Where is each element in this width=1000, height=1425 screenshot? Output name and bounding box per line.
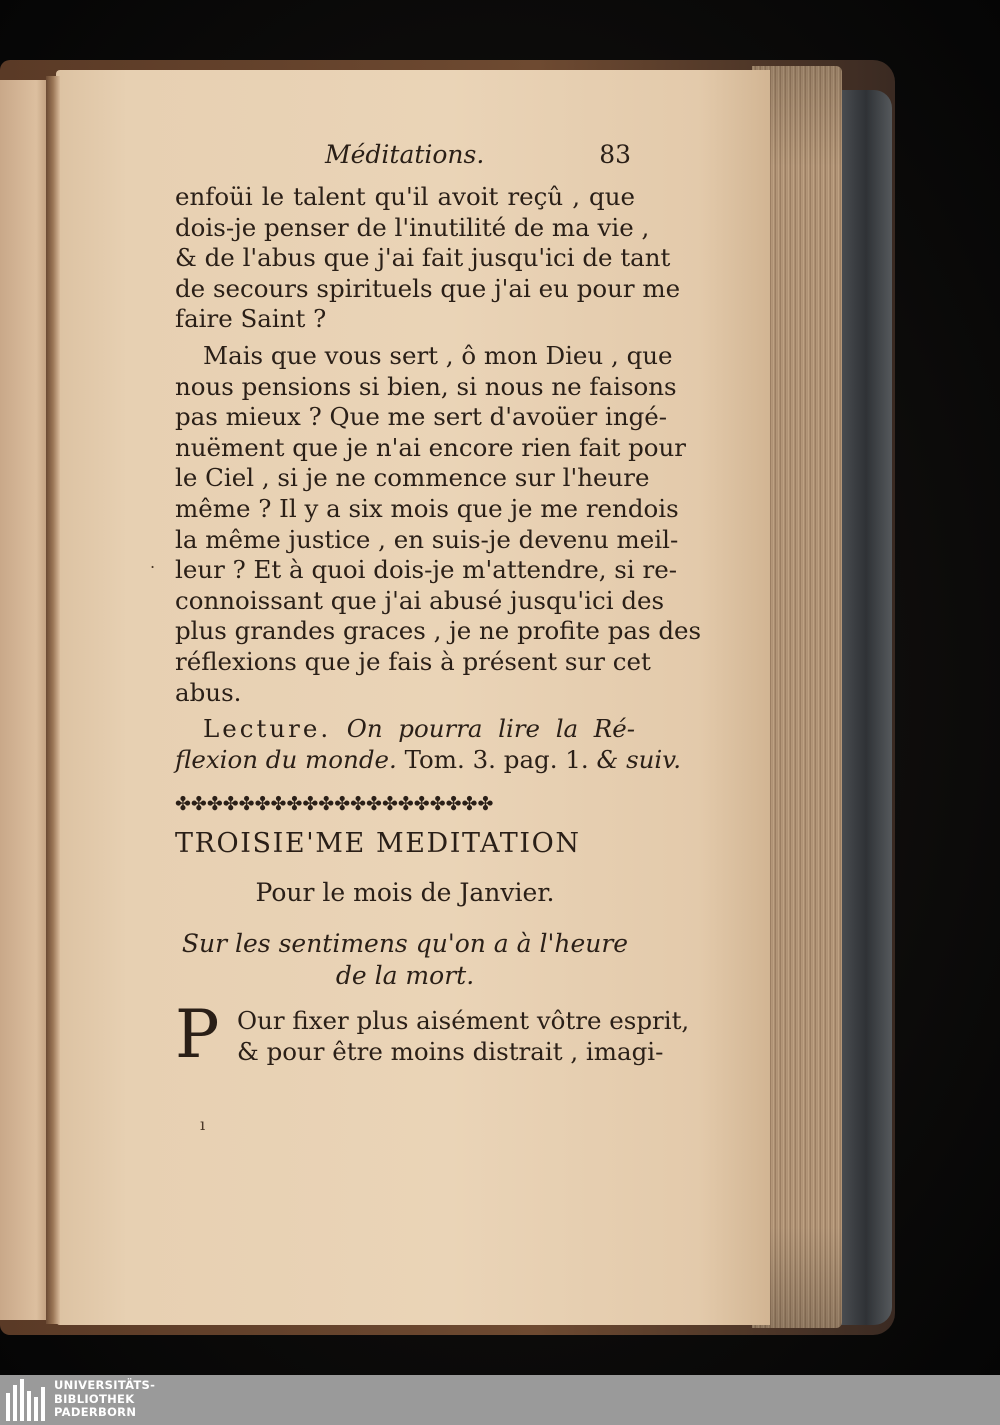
text-line: Mais que vous sert , ô mon Dieu , que [203, 340, 673, 370]
logo-line: PADERBORN [54, 1405, 137, 1419]
reading-note-line-2 [175, 744, 681, 776]
reading-note [175, 714, 681, 775]
left-page-edge [0, 80, 52, 1320]
meditation-title: TROISIE'ME MEDITATION [175, 828, 581, 860]
page-number: 83 [599, 140, 631, 169]
ornament-divider: ✤✤✤✤✤✤✤✤✤✤✤✤✤✤✤✤✤✤✤✤ [175, 793, 494, 814]
reading-label: Lecture. [203, 714, 332, 744]
text-line: faire Saint ? [175, 304, 327, 334]
reading-reference: Tom. 3. pag. 1. [404, 744, 589, 774]
library-logo-text [54, 1379, 155, 1420]
text-line: de secours spirituels que j'ai eu pour me [175, 273, 681, 303]
text-line: la même justice , en suis-je devenu meil- [175, 524, 679, 554]
text-line: pas mieux ? Que me sert d'avoüer ingé- [175, 402, 668, 432]
text-line: nous pensions si bien, si nous ne faisons [175, 371, 677, 401]
paragraph-1 [175, 182, 681, 335]
text-line: & de l'abus que j'ai fait jusqu'ici de tant [175, 243, 671, 273]
drop-cap: P [175, 996, 220, 1074]
meditation-theme: Sur les sentimens qu'on a à l'heure de la mort. [181, 929, 629, 991]
opening-line-2: & pour être moins distrait , imagi- [237, 1037, 664, 1067]
paragraph-2 [175, 340, 702, 708]
text-line: réflexions que je fais à présent sur cet [175, 646, 651, 676]
library-logo-icon [6, 1379, 46, 1421]
text-line: abus. [175, 677, 242, 707]
logo-line: BIBLIOTHEK [54, 1391, 135, 1406]
page-text-block [175, 140, 702, 1074]
meditation-subtitle: Pour le mois de Janvier. [255, 877, 555, 907]
text-line: leur ? Et à quoi dois-je m'attendre, si re- [175, 555, 677, 585]
logo-line: UNIVERSITÄTS- [54, 1378, 156, 1392]
book-gutter [46, 76, 60, 1324]
text-line: le Ciel , si je ne commence sur l'heure [175, 463, 650, 493]
text-line: dois-je penser de l'inutilité de ma vie , [175, 212, 650, 242]
reading-suiv: & suiv. [596, 744, 681, 774]
text-line: plus grandes graces , je ne profite pas des [175, 616, 702, 646]
margin-tick: ı [200, 1115, 206, 1134]
text-line: même ? Il y a six mois que je me rendois [175, 493, 679, 523]
margin-dot: . [150, 553, 156, 572]
reading-text-2: flexion du monde. [175, 744, 397, 774]
reading-text-1: On pourra lire la Ré- [346, 714, 636, 744]
text-line: nuëment que je n'ai encore rien fait pour [175, 432, 687, 462]
text-line: enfoüi le talent qu'il avoit reçû , que [175, 182, 635, 211]
library-footer [0, 1375, 1000, 1425]
opening-line-1: Our fixer plus aisément vôtre esprit, [237, 1006, 690, 1036]
running-title: Méditations. [325, 140, 485, 169]
page-header [175, 140, 635, 174]
text-line: connoissant que j'ai abusé jusqu'ici des [175, 585, 665, 615]
cover-edge [840, 90, 892, 1325]
opening-paragraph [175, 996, 690, 1074]
reading-note-line-1 [175, 714, 635, 745]
